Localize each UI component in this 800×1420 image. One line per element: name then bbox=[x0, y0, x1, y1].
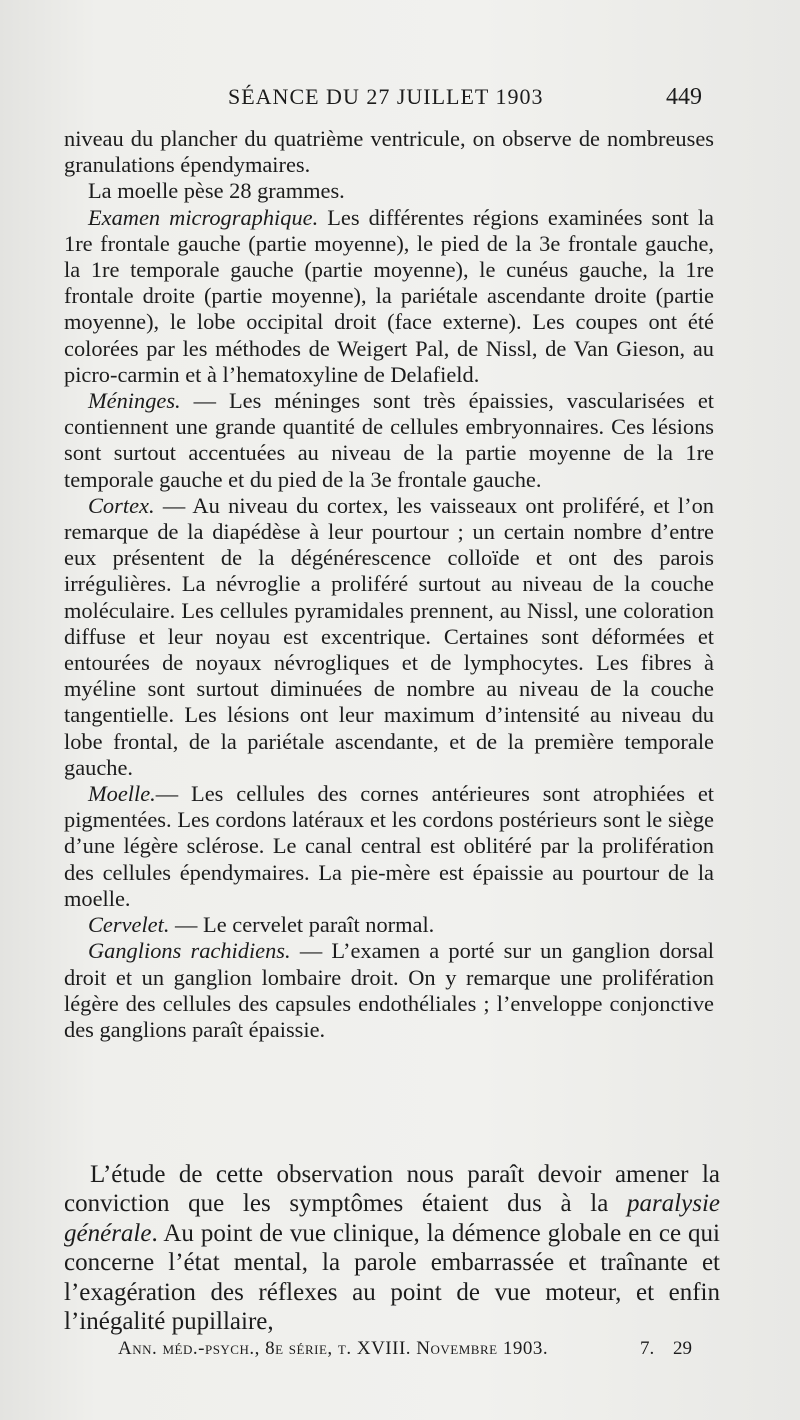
paragraph-lead: Ganglions rachidiens. bbox=[88, 938, 291, 964]
conclusion-after: . Au point de vue clinique, la démence globale en ce qui concerne l’état mental, la parole embarrassée et traînante et l’exagération des réflexes au point de vue moteur, et enfin l’inégalité pupillaire, bbox=[64, 1219, 720, 1336]
footer-journal: Ann. méd.-psych., 8e série, t. XVIII. Novembre 1903. bbox=[118, 1338, 549, 1359]
paragraph-text: Les différentes régions examinées sont la 1re frontale gauche (partie moyenne), le pied de la 3e frontale gauche, la 1re temporale gauche (partie moyenne), le cunéus gauche, la 1re frontale droite (partie moyenne), la pariétale ascendante droite (partie moyenne), le lobe occipital droit (face externe). Les coupes ont été colorées par les méthodes de Weigert Pal, de Nissl, de Van Gieson, au picro-carmin et à l’hematoxyline de Delafield. bbox=[64, 204, 714, 387]
footer-signature: 7. 29 bbox=[640, 1338, 692, 1359]
conclusion-emphasis: paralysie générale bbox=[64, 1190, 720, 1247]
paragraph bbox=[64, 493, 714, 781]
paragraph-lead: Méninges. bbox=[88, 388, 181, 414]
paragraph bbox=[64, 781, 714, 912]
paragraph-lead: Moelle. bbox=[88, 781, 156, 807]
paragraph bbox=[64, 938, 714, 1043]
paragraph-lead: Cortex. bbox=[88, 492, 155, 518]
page-footer bbox=[0, 1338, 800, 1368]
conclusion-paragraph bbox=[64, 1160, 720, 1336]
paragraph-text: — Les cellules des cornes antérieures sont atrophiées et pigmentées. Les cordons latéraux et les cordons postérieurs sont le siège d’une légère sclérose. Le canal central est oblitéré par la prolifération des cellules épendymaires. La pie-mère est épaissie au pourtour de la moelle. bbox=[64, 781, 714, 911]
paragraph bbox=[64, 205, 714, 388]
paragraph bbox=[64, 388, 714, 493]
conclusion-before: L’étude de cette observation nous paraît devoir amener la conviction que les symptômes étaient dus à la bbox=[64, 1161, 720, 1218]
paragraph-text: — Le cervelet paraît normal. bbox=[169, 912, 435, 938]
paragraph-lead: Cervelet. bbox=[88, 912, 170, 938]
paragraph bbox=[64, 912, 714, 938]
running-header bbox=[0, 84, 800, 114]
paragraph-lead: Examen micrographique. bbox=[88, 204, 319, 230]
body-text bbox=[64, 126, 714, 1043]
page-number: 449 bbox=[666, 84, 702, 110]
paragraph-text: La moelle pèse 28 grammes. bbox=[88, 178, 345, 204]
header-title: SÉANCE DU 27 JUILLET 1903 bbox=[228, 84, 544, 109]
paragraph bbox=[64, 178, 714, 204]
conclusion-text bbox=[64, 1160, 720, 1336]
paragraph-text: niveau du plancher du quatrième ventricule, on observe de nombreuses granulations épendymaires. bbox=[64, 126, 714, 178]
paragraph-text: — L’examen a porté sur un ganglion dorsal droit et un ganglion lombaire droit. On y remarque une prolifération légère des cellules des capsules endothéliales ; l’enveloppe conjonctive des ganglions paraît épaissie. bbox=[64, 938, 714, 1042]
paragraph bbox=[64, 126, 714, 178]
paragraph-text: — Les méninges sont très épaissies, vascularisées et contiennent une grande quantité de cellules embryonnaires. Ces lésions sont surtout accentuées au niveau de la partie moyenne de la 1re temporale gauche et du pied de la 3e frontale gauche. bbox=[64, 388, 714, 492]
paragraph-text: — Au niveau du cortex, les vaisseaux ont proliféré, et l’on remarque de la diapédèse à leur pourtour ; un certain nombre d’entre eux présentent de la dégénérescence colloïde et ont des parois irrégulières. La névroglie a proliféré surtout au niveau de la couche moléculaire. Les cellules pyramidales prennent, au Nissl, une coloration diffuse et leur noyau est excentrique. Certaines sont déformées et entourées de noyaux névrogliques et de lymphocytes. Les fibres à myéline sont surtout diminuées de nombre au niveau de la couche tangentielle. Les lésions ont leur maximum d’intensité au niveau du lobe frontal, de la pariétale ascendante, et de la première temporale gauche. bbox=[64, 492, 714, 780]
